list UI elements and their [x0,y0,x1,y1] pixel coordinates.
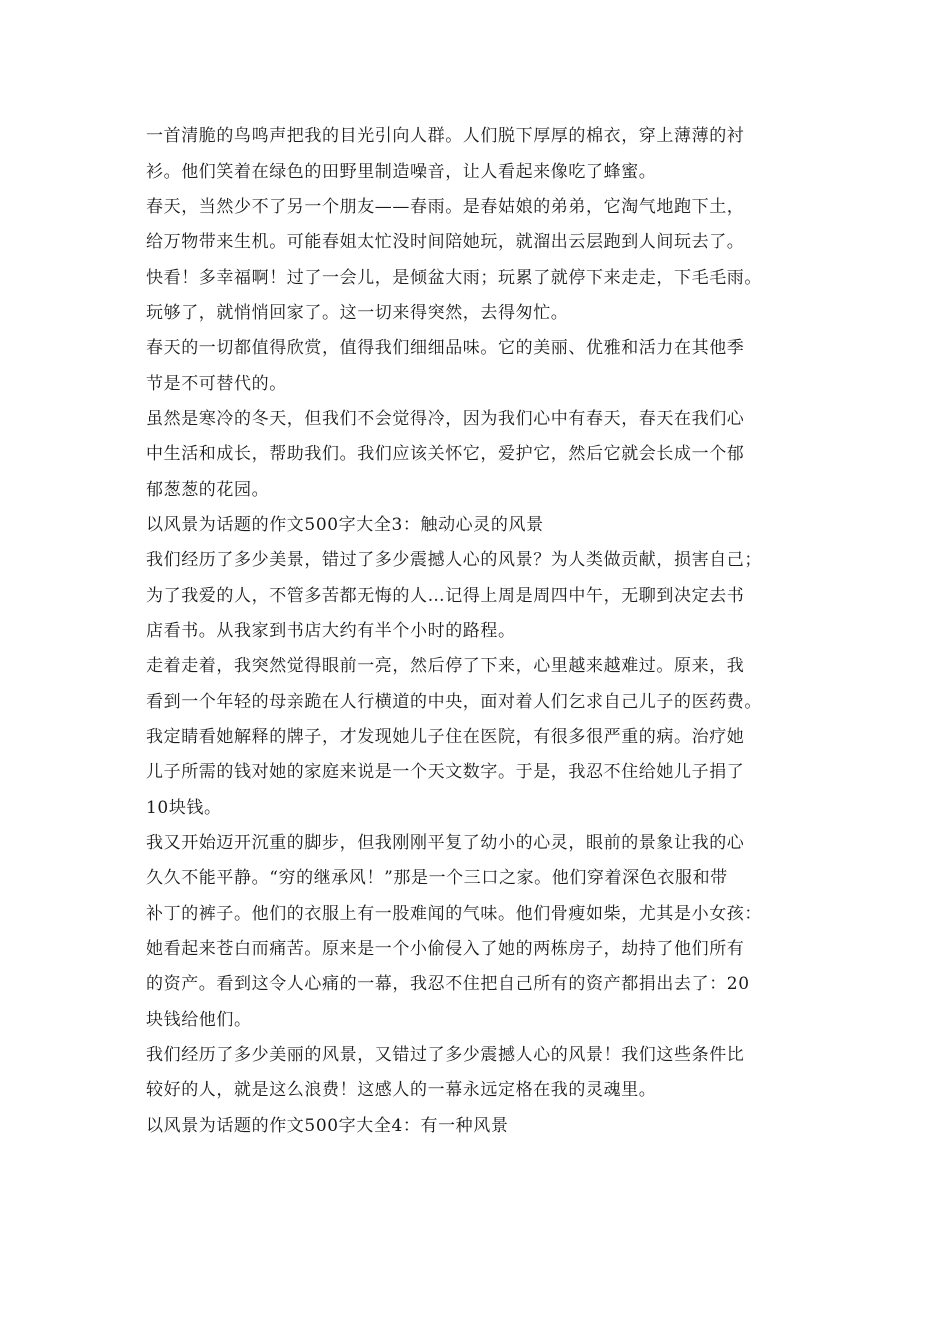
text-line: 久久不能平静。“穷的继承风！”那是一个三口之家。他们穿着深色衣服和带 [146,868,728,888]
text-line: 玩够了，就悄悄回家了。这一切来得突然，去得匆忙。 [146,303,569,323]
text-line: 她看起来苍白而痛苦。原来是一个小偷侵入了她的两栋房子，劫持了他们所有 [146,939,745,959]
text-line: 店看书。从我家到书店大约有半个小时的路程。 [146,621,516,641]
text-line: 走着走着，我突然觉得眼前一亮，然后停了下来，心里越来越难过。原来，我 [146,656,745,676]
text-line: 衫。他们笑着在绿色的田野里制造噪音，让人看起来像吃了蜂蜜。 [146,162,657,182]
text-line: 较好的人，就是这么浪费！这感人的一幕永远定格在我的灵魂里。 [146,1080,657,1100]
text-line: 块钱给他们。 [146,1010,252,1030]
text-line: 补丁的裤子。他们的衣服上有一股难闻的气味。他们骨瘦如柴，尤其是小女孩： [146,904,762,924]
text-line: 一首清脆的鸟鸣声把我的目光引向人群。人们脱下厚厚的棉衣，穿上薄薄的衬 [146,126,745,146]
text-line: 我又开始迈开沉重的脚步，但我刚刚平复了幼小的心灵，眼前的景象让我的心 [146,833,745,853]
text-line: 儿子所需的钱对她的家庭来说是一个天文数字。于是，我忍不住给她儿子捐了 [146,762,745,782]
text-line: 虽然是寒冷的冬天，但我们不会觉得冷，因为我们心中有春天，春天在我们心 [146,409,745,429]
text-line: 我定睛看她解释的牌子，才发现她儿子住在医院，有很多很严重的病。治疗她 [146,727,745,747]
text-line: 我们经历了多少美景，错过了多少震撼人心的风景？为人类做贡献，损害自己； [146,550,762,570]
text-line: 快看！多幸福啊！过了一会儿，是倾盆大雨；玩累了就停下来走走，下毛毛雨。 [146,268,762,288]
text-line: 我们经历了多少美丽的风景，又错过了多少震撼人心的风景！我们这些条件比 [146,1045,745,1065]
section-heading: 以风景为话题的作文500字大全3：触动心灵的风景 [146,515,544,535]
text-line: 看到一个年轻的母亲跪在人行横道的中央，面对着人们乞求自己儿子的医药费。 [146,692,762,712]
document-body [146,118,811,1144]
text-line: 给万物带来生机。可能春姐太忙没时间陪她玩，就溜出云层跑到人间玩去了。 [146,232,745,252]
text-line: 10块钱。 [146,798,222,818]
text-line: 中生活和成长，帮助我们。我们应该关怀它，爱护它，然后它就会长成一个郁 [146,444,745,464]
text-line: 春天的一切都值得欣赏，值得我们细细品味。它的美丽、优雅和活力在其他季 [146,338,745,358]
text-line: 为了我爱的人，不管多苦都无悔的人…记得上周是周四中午，无聊到决定去书 [146,586,745,606]
text-line: 节是不可替代的。 [146,374,287,394]
section-heading: 以风景为话题的作文500字大全4：有一种风景 [146,1116,509,1136]
text-line: 春天，当然少不了另一个朋友——春雨。是春姑娘的弟弟，它淘气地跑下土， [146,197,745,217]
text-line: 郁葱葱的花园。 [146,480,270,500]
text-line: 的资产。看到这令人心痛的一幕，我忍不住把自己所有的资产都捐出去了：20 [146,974,750,994]
